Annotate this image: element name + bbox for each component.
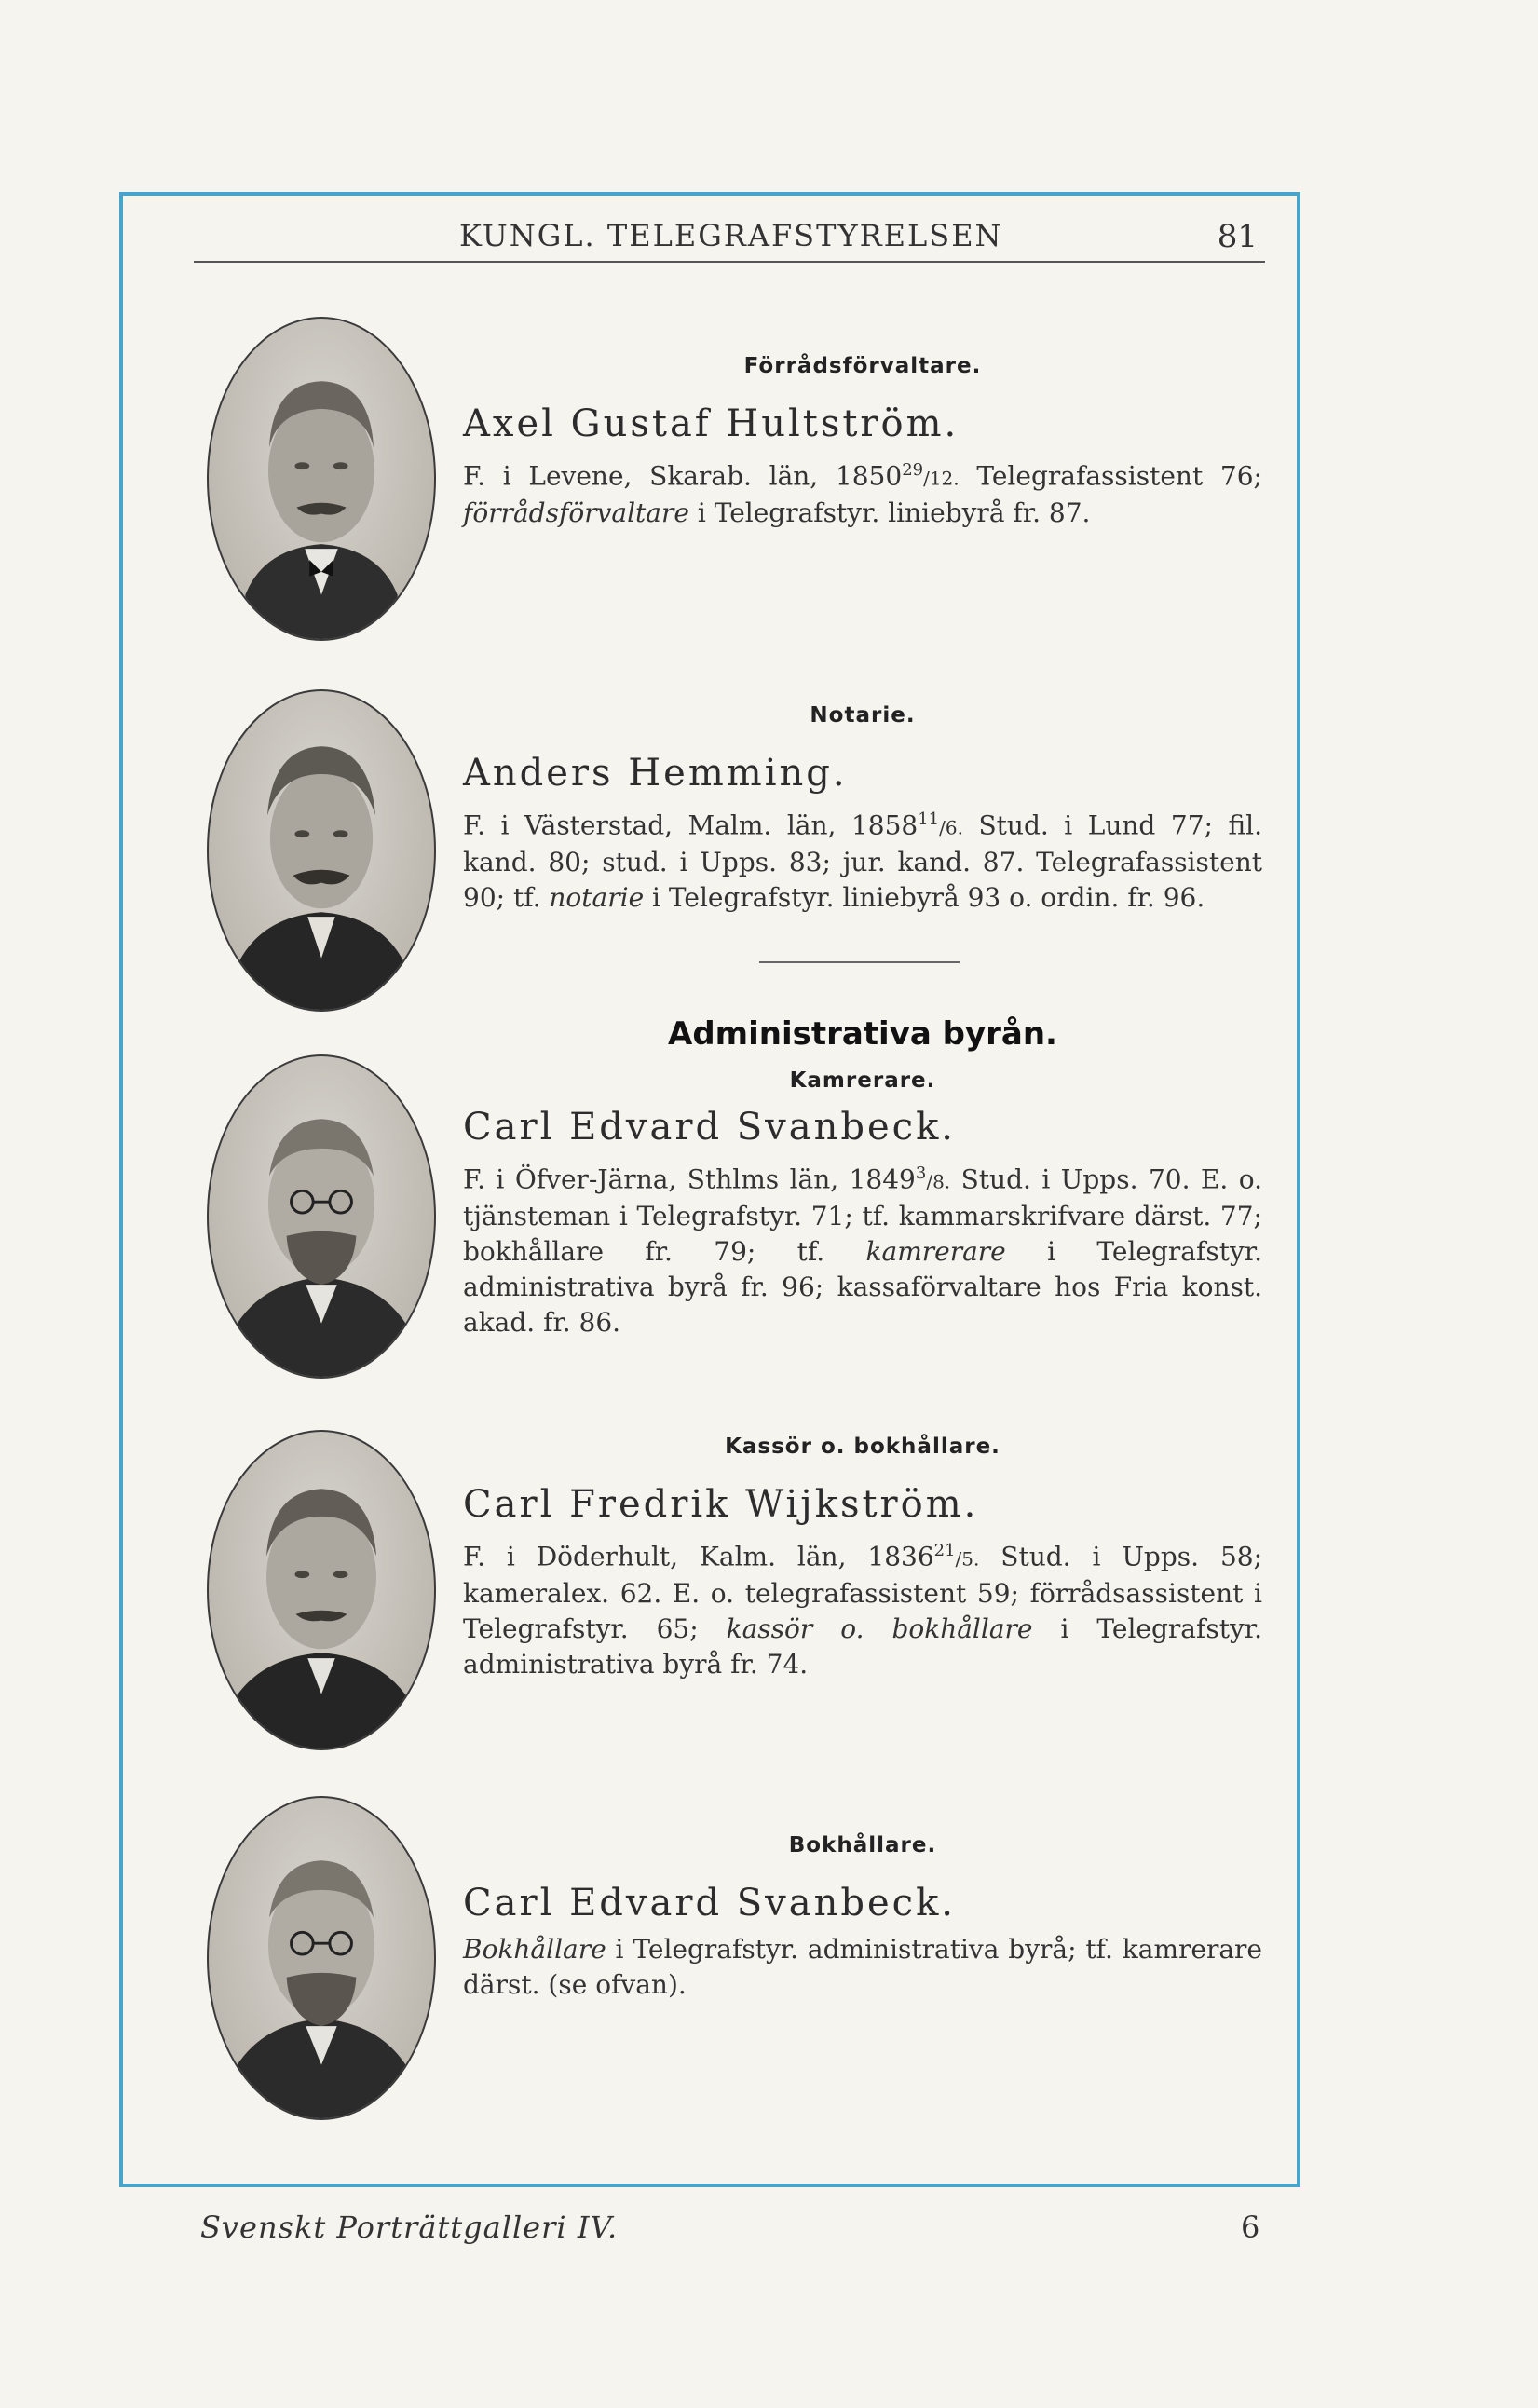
entry-wijkstrom [463, 1435, 1262, 1682]
person-name: Carl Fredrik Wijkström. [463, 1483, 979, 1526]
footer-signature: 6 [1241, 2210, 1260, 2245]
person-name: Carl Edvard Svanbeck. [463, 1106, 957, 1149]
portrait-hultstrom [207, 317, 436, 641]
role-title: Notarie. [810, 703, 916, 728]
portrait-wijkstrom [207, 1430, 436, 1750]
entry-hultstrom [463, 354, 1262, 531]
person-name: Carl Edvard Svanbeck. [463, 1882, 957, 1925]
running-header [194, 218, 1265, 263]
biography: F. i Öfver-Järna, Sthlms län, 1849$^3$/8. Stud. i Upps. 70. E. o. tjänsteman i Telegrafstyr. 71; tf. kammarskrifvare därst. 77; bokhållare fr. 79; tf. kamrerare i Telegrafstyr. administrativa byrå fr. 96; kassaförvaltare hos Fria konst. akad. fr. 86. [463, 1163, 1262, 1339]
person-name: Anders Hemming. [463, 752, 848, 795]
divider-rule [759, 961, 960, 963]
footer-publication: Svenskt Porträttgalleri IV. [200, 2210, 619, 2245]
biography: F. i Döderhult, Kalm. län, 1836$^{21}$/5. Stud. i Upps. 58; kameralex. 62. E. o. telegrafassistent 59; förrådsassistent i Telegrafstyr. 65; kassör o. bokhållare i Telegrafstyr. administrativa byrå fr. 74. [463, 1541, 1262, 1680]
page-number: 81 [1217, 218, 1258, 255]
portrait-svanbeck-2 [207, 1796, 436, 2120]
role-title: Kamrerare. [789, 1068, 936, 1093]
role-title: Förrådsförvaltare. [743, 354, 982, 378]
person-name: Axel Gustaf Hultström. [463, 402, 960, 445]
biography: F. i Levene, Skarab. län, 1850$^{29}$/12. Telegrafassistent 76; förrådsförvaltare i Telegrafstyr. liniebyrå fr. 87. [463, 460, 1262, 529]
entry-svanbeck-bokhallare [463, 1833, 1262, 2003]
header-title: KUNGL. TELEGRAFSTYRELSEN [459, 218, 1003, 253]
role-title: Bokhållare. [788, 1833, 937, 1857]
entry-svanbeck-kamrerare [463, 1068, 1262, 1340]
entry-hemming [463, 703, 1262, 916]
biography: F. i Västerstad, Malm. län, 1858$^{11}$/6. Stud. i Lund 77; fil. kand. 80; stud. i Upps. 83; jur. kand. 87. Telegrafassistent 90; tf. notarie i Telegrafstyr. liniebyrå 93 o. ordin. fr. 96. [463, 809, 1262, 914]
portrait-hemming [207, 689, 436, 1012]
biography: Bokhållare i Telegrafstyr. administrativa byrå; tf. kamrerare därst. (se ofvan). [463, 1934, 1262, 2000]
role-title: Kassör o. bokhållare. [725, 1435, 1000, 1459]
section-heading: Administrativa byrån. [668, 1015, 1057, 1053]
portrait-svanbeck [207, 1054, 436, 1379]
